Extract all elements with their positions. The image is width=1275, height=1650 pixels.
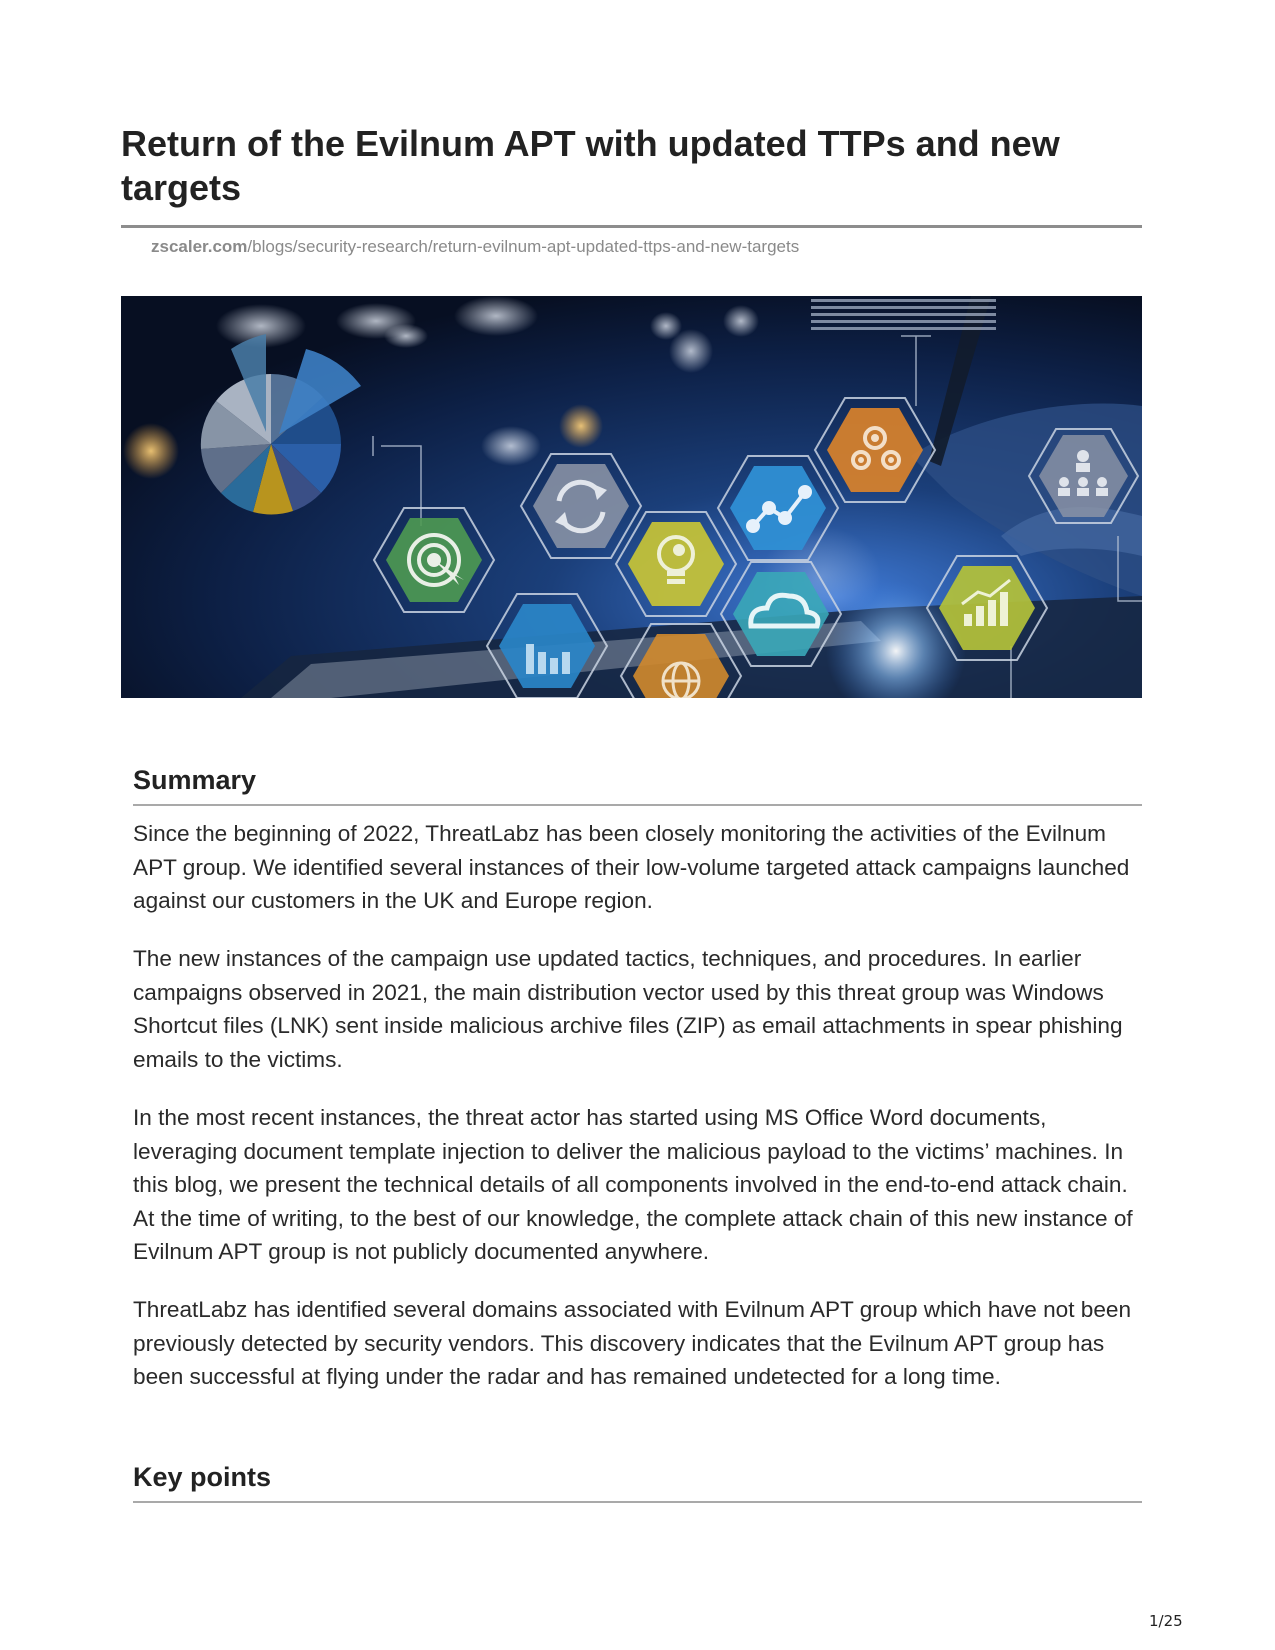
key-points-divider [133, 1501, 1142, 1503]
article-title: Return of the Evilnum APT with updated TTPs and new targets [121, 123, 1060, 208]
key-points-heading: Key points [133, 1462, 272, 1492]
source-url-domain[interactable]: zscaler.com [151, 237, 248, 256]
title-divider [121, 225, 1142, 228]
source-url[interactable] [151, 237, 799, 257]
summary-paragraph-4: ThreatLabz has identified several domains associated with Evilnum APT group which have not been previously detected by security vendors. This discovery indicates that the Evilnum APT group has been successful at flying under the radar and has remained undetected for a long time. [133, 1297, 1132, 1389]
summary-paragraph-2: The new instances of the campaign use updated tactics, techniques, and procedures. In earlier campaigns observed in 2021, the main distribution vector used by this threat group was Windows Shortcut files (LNK) sent inside malicious archive files (ZIP) as email attachments in spear phishing emails to the victims. [133, 946, 1123, 1072]
summary-paragraph-1: Since the beginning of 2022, ThreatLabz has been closely monitoring the activities of the Evilnum APT group. We identified several instances of their low-volume targeted attack campaigns launched against our customers in the UK and Europe region. [133, 821, 1130, 913]
summary-heading: Summary [133, 765, 257, 795]
source-url-path[interactable]: /blogs/security-research/return-evilnum-apt-updated-ttps-and-new-targets [247, 237, 800, 256]
summary-paragraph-3: In the most recent instances, the threat actor has started using MS Office Word documents, leveraging document template injection to deliver the malicious payload to the victims’ machines. In this blog, we present the technical details of all components involved in the end-to-end attack chain. At the time of writing, to the best of our knowledge, the complete attack chain of this new instance of Evilnum APT group is not publicly documented anywhere. [133, 1105, 1133, 1264]
summary-divider [133, 804, 1142, 806]
page-number: 1/25 [1149, 1612, 1183, 1630]
hero-image [121, 296, 1142, 698]
